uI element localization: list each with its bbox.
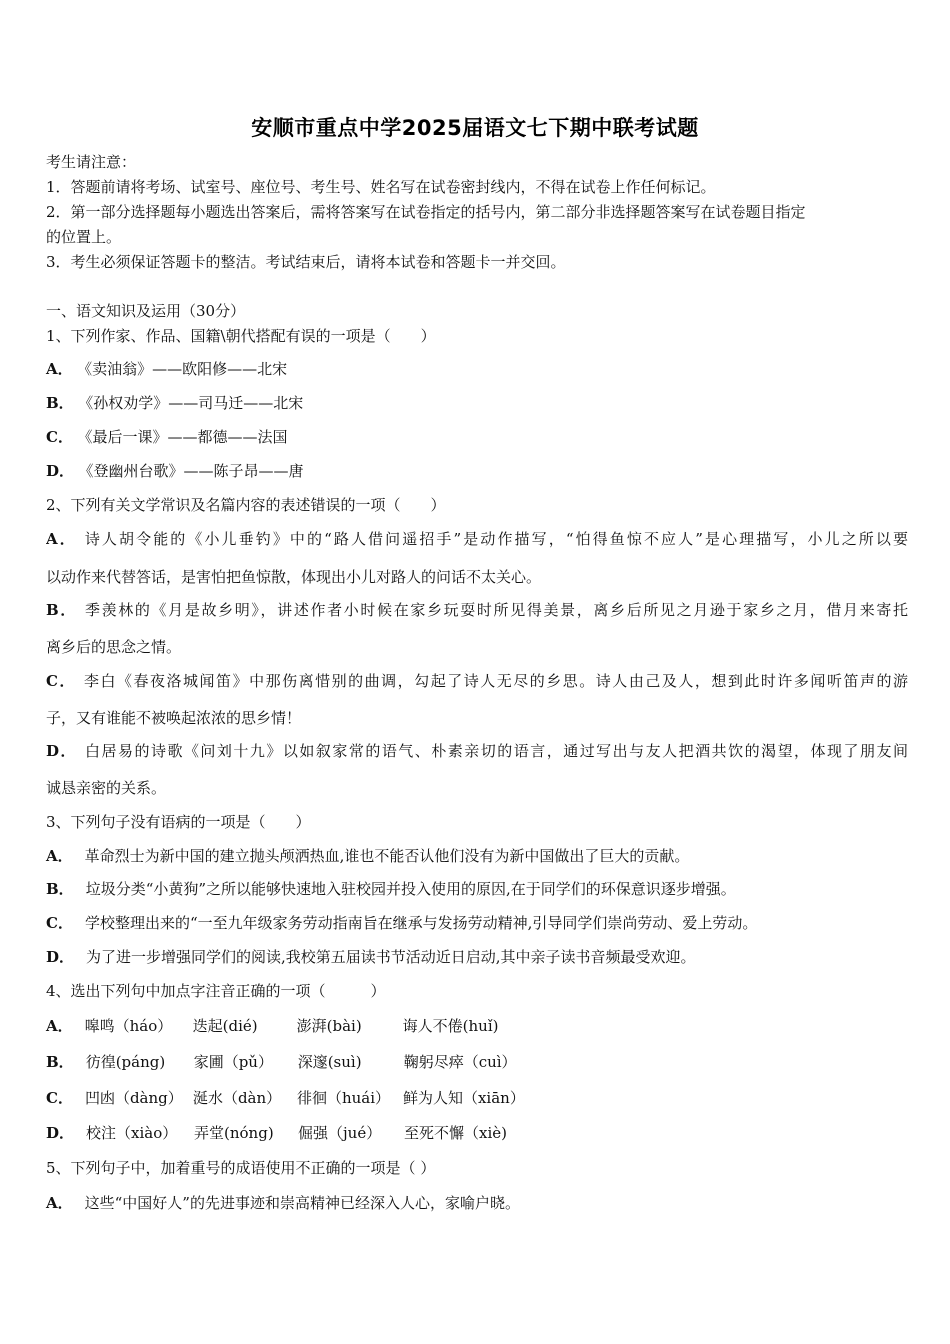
q2-option-c-cont: 子，又有谁能不被唤起浓浓的思乡情！: [46, 709, 302, 727]
notice-item-2: 2．第一部分选择题每小题选出答案后，需将答案写在试卷指定的括号内，第二部分非选择题答案写在试卷题目指定: [46, 203, 806, 221]
option-label: D．: [46, 462, 75, 480]
q5-stem: 5、下列句子中，加着重号的成语使用不正确的一项是（ ）: [46, 1159, 436, 1177]
q2-option-b: [46, 600, 908, 620]
q1-option-d: [46, 461, 304, 481]
notice-heading: 考生请注意：: [46, 153, 137, 171]
q2-stem: 2、下列有关文学常识及名篇内容的表述错误的一项（ ）: [46, 496, 446, 514]
q2-option-a-cont: 以动作来代替答话，是害怕把鱼惊散，体现出小儿对路人的问话不太关心。: [46, 568, 542, 586]
option-label: C．: [46, 428, 73, 446]
page-title: 安顺市重点中学2025届语文七下期中联考试题: [251, 116, 699, 140]
option-text: 李白《春夜洛城闻笛》中那伤离惜别的曲调，勾起了诗人无尽的乡思。诗人由己及人，想到此时许多闻听笛声的游: [83, 672, 908, 690]
q4-option-b: [46, 1052, 544, 1072]
q1-option-b: [46, 393, 303, 413]
option-text: 《最后一课》——都德——法国: [84, 428, 288, 446]
option-text: 《登幽州台歌》——陈子昂——唐: [86, 462, 304, 480]
option-text: 垃圾分类“小黄狗”之所以能够快速地入驻校园并投入使用的原因,在于同学们的环保意识逐步增强。: [85, 880, 736, 898]
option-label: A．: [46, 847, 73, 865]
option-label: A．: [46, 1194, 73, 1212]
option-label: C．: [46, 1089, 73, 1107]
q1-option-c: [46, 427, 287, 447]
pinyin-item: 迭起(dié): [192, 1017, 258, 1035]
q2-option-d-cont: 诚恳亲密的关系。: [46, 779, 167, 797]
section-heading: 一、语文知识及运用（30分）: [46, 302, 246, 320]
pinyin-item: 徘徊（huái）: [296, 1089, 391, 1107]
q5-option-a: [46, 1193, 520, 1213]
pinyin-item: 鞠躬尽瘁（cuì）: [403, 1053, 517, 1071]
q2-option-c: [46, 671, 908, 691]
option-label: B．: [46, 394, 74, 412]
option-label: A．: [46, 360, 73, 378]
option-label: A．: [46, 530, 77, 548]
option-text: 白居易的诗歌《问刘十九》以如叙家常的语气、朴素亲切的语言，通过写出与友人把酒共饮的渴望，体现了朋友间: [85, 742, 908, 760]
pinyin-item: 倔强（jué）: [298, 1124, 382, 1142]
option-label: C．: [46, 672, 76, 690]
q3-option-a: [46, 846, 689, 866]
option-text: 季羡林的《月是故乡明》，讲述作者小时候在家乡玩耍时所见得美景，离乡后所见之月逊于家乡之月，借月来寄托: [84, 601, 908, 619]
notice-item-3: 3．考生必须保证答题卡的整洁。考试结束后，请将本试卷和答题卡一并交回。: [46, 253, 566, 271]
pinyin-item: 诲人不倦(huǐ): [402, 1017, 499, 1035]
option-label: D．: [46, 742, 77, 760]
option-label: B．: [46, 1053, 74, 1071]
pinyin-item: 深邃(suì): [297, 1053, 362, 1071]
q3-option-c: [46, 913, 757, 933]
option-text: 《孙权劝学》——司马迁——北宋: [85, 394, 304, 412]
option-text: 《卖油翁》——欧阳修——北宋: [84, 360, 288, 378]
option-text: 为了进一步增强同学们的阅读,我校第五届读书节活动近日启动,其中亲子读书音频最受欢迎。: [86, 948, 696, 966]
option-text: 诗人胡令能的《小儿垂钓》中的“路人借问遥招手”是动作描写，“怕得鱼惊不应人”是心理描写，小儿之所以要: [84, 530, 908, 548]
q1-stem: 1、下列作家、作品、国籍\朝代搭配有误的一项是（ ）: [46, 327, 436, 345]
pinyin-item: 涎水（dàn）: [192, 1089, 282, 1107]
q2-option-d: [46, 741, 908, 761]
option-text: 学校整理出来的“一至九年级家务劳动指南旨在继承与发扬劳动精神,引导同学们崇尚劳动、爱上劳动。: [84, 914, 758, 932]
pinyin-item: 澎湃(bài): [296, 1017, 362, 1035]
pinyin-item: 彷徨(páng): [85, 1053, 166, 1071]
option-text: 革命烈士为新中国的建立抛头颅洒热血,谁也不能否认他们没有为新中国做出了巨大的贡献。: [84, 847, 690, 865]
option-text: 这些“中国好人”的先进事迹和崇高精神已经深入人心，家喻户晓。: [84, 1194, 520, 1212]
pinyin-item: 校注（xiào）: [86, 1124, 178, 1142]
option-label: B．: [46, 601, 77, 619]
q2-option-b-cont: 离乡后的思念之情。: [46, 638, 182, 656]
option-label: D．: [46, 1124, 75, 1142]
notice-item-2-cont: 的位置上。: [46, 228, 122, 246]
pinyin-item: 凹凼（dàng）: [84, 1089, 183, 1107]
notice-item-1: 1．答题前请将考场、试室号、座位号、考生号、姓名写在试卷密封线内，不得在试卷上作任何标记。: [46, 178, 716, 196]
q2-option-a: [46, 529, 908, 549]
q4-option-a: [46, 1016, 543, 1036]
option-label: D．: [46, 948, 75, 966]
option-label: A．: [46, 1017, 73, 1035]
q1-option-a: [46, 359, 287, 379]
pinyin-item: 鲜为人知（xiān）: [402, 1089, 525, 1107]
q3-option-d: [46, 947, 696, 967]
option-label: B．: [46, 880, 74, 898]
pinyin-item: 至死不懈（xiè): [404, 1124, 508, 1142]
q4-stem: 4、选出下列句中加点字注音正确的一项（ ）: [46, 982, 386, 1000]
pinyin-item: 嗥鸣（háo）: [84, 1017, 173, 1035]
q4-option-d: [46, 1123, 544, 1143]
pinyin-item: 弄堂(nóng): [194, 1124, 274, 1142]
q4-option-c: [46, 1088, 543, 1108]
q3-stem: 3、下列句子没有语病的一项是（ ）: [46, 813, 311, 831]
option-label: C．: [46, 914, 73, 932]
pinyin-item: 家圃（pǔ）: [193, 1053, 273, 1071]
q3-option-b: [46, 879, 736, 899]
